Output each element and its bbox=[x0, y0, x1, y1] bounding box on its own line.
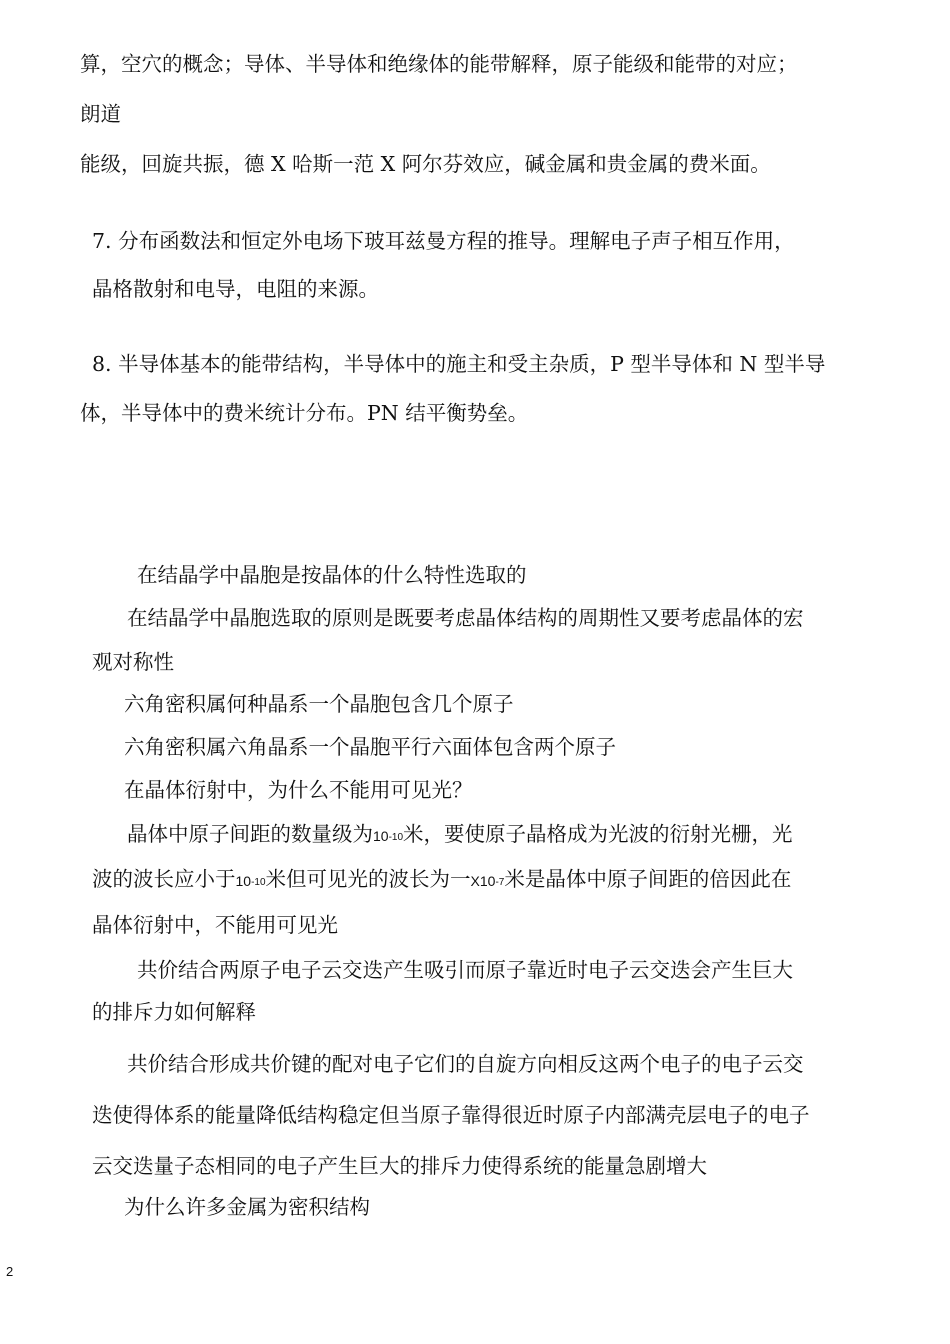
exponent: -10 bbox=[251, 877, 266, 888]
answer-text bbox=[92, 865, 791, 898]
answer-text: 共价结合形成共价键的配对电子它们的自旋方向相反这两个电子的电子云交 bbox=[127, 1052, 804, 1076]
exponent: -10 bbox=[388, 832, 404, 843]
exponent: -7 bbox=[495, 877, 505, 888]
answer-text: 观对称性 bbox=[92, 650, 174, 674]
text-run: 米，要使原子晶格成为光波的衍射光栅，光 bbox=[403, 822, 793, 846]
exponent-base: 10 bbox=[373, 828, 389, 844]
text-run: 米但可见光的波长为一 bbox=[265, 867, 471, 891]
question-heading: 在晶体衍射中，为什么不能用可见光？ bbox=[124, 778, 473, 802]
exponent-base: 10 bbox=[235, 873, 252, 889]
answer-text bbox=[127, 820, 793, 853]
text-run: 米是晶体中原子间距的倍因此在 bbox=[504, 867, 792, 891]
answer-text: 在结晶学中晶胞选取的原则是既要考虑晶体结构的周期性又要考虑晶体的宏 bbox=[127, 606, 804, 630]
list-item-7: 7. 分布函数法和恒定外电场下玻耳兹曼方程的推导。理解电子声子相互作用， bbox=[92, 229, 795, 253]
answer-text: 云交迭量子态相同的电子产生巨大的排斥力使得系统的能量急剧增大 bbox=[92, 1154, 707, 1178]
text-line: 算，空穴的概念；导体、半导体和绝缘体的能带解释，原子能级和能带的对应； bbox=[80, 52, 798, 76]
list-item-8: 8. 半导体基本的能带结构，半导体中的施主和受主杂质，P 型半导体和 N 型半导 bbox=[92, 352, 826, 376]
question-heading: 的排斥力如何解释 bbox=[92, 1000, 256, 1024]
text-line: 晶格散射和电导，电阻的来源。 bbox=[92, 277, 379, 301]
exponent-base: X10 bbox=[470, 873, 496, 889]
question-heading: 六角密积属何种晶系一个晶胞包含几个原子 bbox=[124, 692, 514, 716]
question-heading: 在结晶学中晶胞是按晶体的什么特性选取的 bbox=[137, 563, 527, 587]
answer-text: 晶体衍射中，不能用可见光 bbox=[92, 913, 338, 937]
question-heading: 共价结合两原子电子云交迭产生吸引而原子靠近时电子云交迭会产生巨大 bbox=[137, 958, 793, 982]
page-number: 2 bbox=[6, 1264, 14, 1279]
text-run: 波的波长应小于 bbox=[92, 867, 236, 891]
question-heading: 为什么许多金属为密积结构 bbox=[124, 1195, 370, 1219]
answer-text: 迭使得体系的能量降低结构稳定但当原子靠得很近时原子内部满壳层电子的电子 bbox=[92, 1103, 810, 1127]
text-line: 体，半导体中的费米统计分布。PN 结平衡势垒。 bbox=[80, 401, 529, 425]
text-line: 能级，回旋共振，德 X 哈斯一范 X 阿尔芬效应，碱金属和贵金属的费米面。 bbox=[80, 152, 771, 176]
text-run: 晶体中原子间距的数量级为 bbox=[127, 822, 373, 846]
text-line: 朗道 bbox=[80, 102, 121, 126]
answer-text: 六角密积属六角晶系一个晶胞平行六面体包含两个原子 bbox=[124, 735, 616, 759]
